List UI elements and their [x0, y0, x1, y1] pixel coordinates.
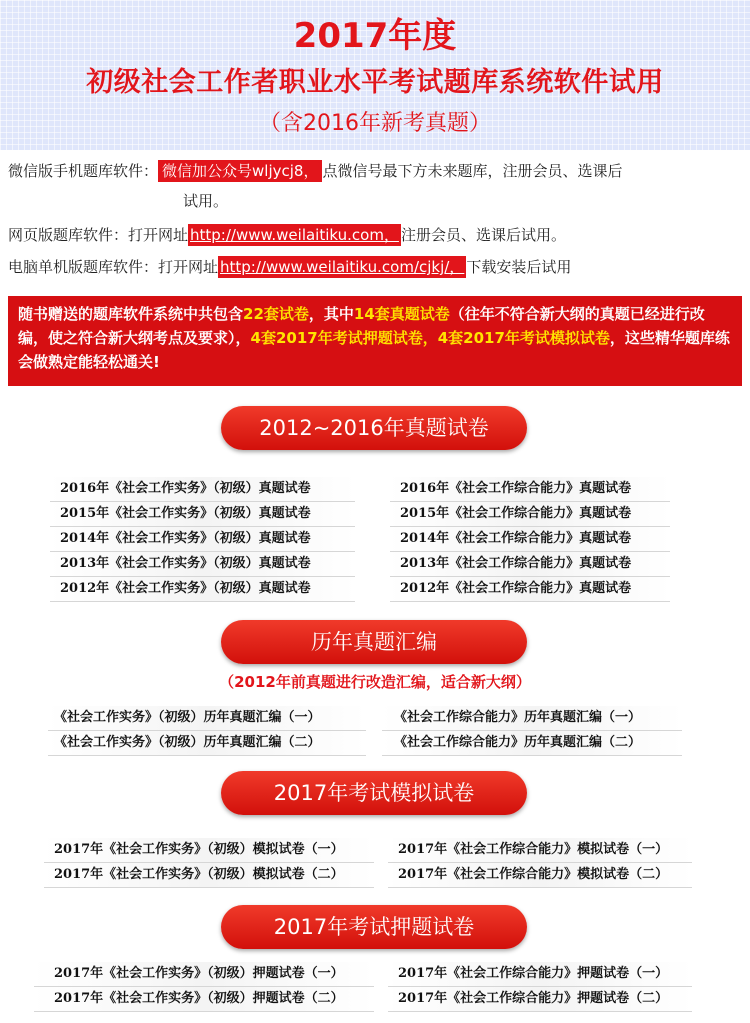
section-pill-compiled-exams: 历年真题汇编 [221, 620, 527, 664]
list-item[interactable]: 2015年《社会工作综合能力》真题试卷 [390, 502, 670, 527]
list-item[interactable]: 2016年《社会工作实务》（初级）真题试卷 [50, 477, 355, 502]
list-item[interactable]: 2014年《社会工作实务》（初级）真题试卷 [50, 527, 355, 552]
list-item[interactable]: 2017年《社会工作实务》（初级）押题试卷（一） [34, 962, 374, 987]
list-item[interactable]: 2017年《社会工作实务》（初级）押题试卷（二） [34, 987, 374, 1012]
list-item[interactable]: 2013年《社会工作综合能力》真题试卷 [390, 552, 670, 577]
wechat-info-cont: 试用。 [183, 192, 229, 210]
section-note: （2012年前真题进行改造汇编，适合新大纲） [219, 673, 531, 691]
list-item[interactable]: 2017年《社会工作综合能力》押题试卷（一） [388, 962, 692, 987]
list-item[interactable]: 2017年《社会工作实务》（初级）模拟试卷（二） [44, 863, 374, 888]
list-item[interactable]: 《社会工作实务》（初级）历年真题汇编（二） [48, 731, 366, 756]
desktop-info-line [8, 256, 571, 277]
wechat-instructions: 点微信号最下方未来题库，注册会员、选课后 [322, 162, 623, 180]
header-banner [0, 0, 750, 150]
list-item[interactable]: 《社会工作综合能力》历年真题汇编（二） [382, 731, 682, 756]
wechat-info-line [8, 160, 622, 181]
list-item[interactable]: 《社会工作实务》（初级）历年真题汇编（一） [48, 706, 366, 731]
web-label: 网页版题库软件：打开网址 [8, 226, 189, 244]
desktop-label: 电脑单机版题库软件：打开网址 [8, 258, 219, 276]
list-item[interactable]: 2016年《社会工作综合能力》真题试卷 [390, 477, 670, 502]
banner-count-total: 22套试卷 [243, 305, 309, 323]
year-title: 2017年度 [293, 16, 457, 56]
subtitle: （含2016年新考真题） [259, 111, 491, 136]
section-pill-mock-exams: 2017年考试模拟试卷 [221, 771, 527, 815]
promo-banner [8, 296, 742, 386]
list-item[interactable]: 2017年《社会工作实务》（初级）模拟试卷（一） [44, 838, 374, 863]
wechat-account-highlight: 微信加公众号wljycj8， [158, 160, 322, 182]
banner-text-1: 随书赠送的题库软件系统中共包含 [18, 305, 244, 323]
list-item[interactable]: 2014年《社会工作综合能力》真题试卷 [390, 527, 670, 552]
list-item[interactable]: 2015年《社会工作实务》（初级）真题试卷 [50, 502, 355, 527]
banner-text-4: ，这些精华题库练会做熟定能轻松通关! [18, 329, 730, 371]
desktop-link[interactable]: http://www.weilaitiku.com/cjkj/， [220, 258, 465, 276]
list-item[interactable]: 2017年《社会工作综合能力》模拟试卷（二） [388, 863, 692, 888]
section-pill-real-exams: 2012~2016年真题试卷 [221, 406, 527, 450]
list-item[interactable]: 2017年《社会工作综合能力》模拟试卷（一） [388, 838, 692, 863]
web-instructions: 注册会员、选课后试用。 [400, 226, 566, 244]
list-item[interactable]: 2012年《社会工作综合能力》真题试卷 [390, 577, 670, 602]
section-pill-prediction-exams: 2017年考试押题试卷 [221, 905, 527, 949]
banner-count-mock: 4套2017年考试押题试卷，4套2017年考试模拟试卷 [250, 329, 610, 347]
banner-count-real: 14套真题试卷 [353, 305, 450, 323]
banner-text-2: ，其中 [308, 305, 354, 323]
list-item[interactable]: 2013年《社会工作实务》（初级）真题试卷 [50, 552, 355, 577]
web-info-line [8, 224, 566, 245]
desktop-instructions: 下载安装后试用 [466, 258, 572, 276]
wechat-label: 微信版手机题库软件： [8, 162, 159, 180]
main-title: 初级社会工作者职业水平考试题库系统软件试用 [86, 67, 664, 98]
list-item[interactable]: 《社会工作综合能力》历年真题汇编（一） [382, 706, 682, 731]
web-link[interactable]: http://www.weilaitiku.com， [190, 226, 399, 244]
list-item[interactable]: 2017年《社会工作综合能力》押题试卷（二） [388, 987, 692, 1012]
list-item[interactable]: 2012年《社会工作实务》（初级）真题试卷 [50, 577, 355, 602]
banner-text-3: （往年不符合新大纲的真题已经进行改编，使之符合新大纲考点及要求）， [18, 305, 705, 347]
